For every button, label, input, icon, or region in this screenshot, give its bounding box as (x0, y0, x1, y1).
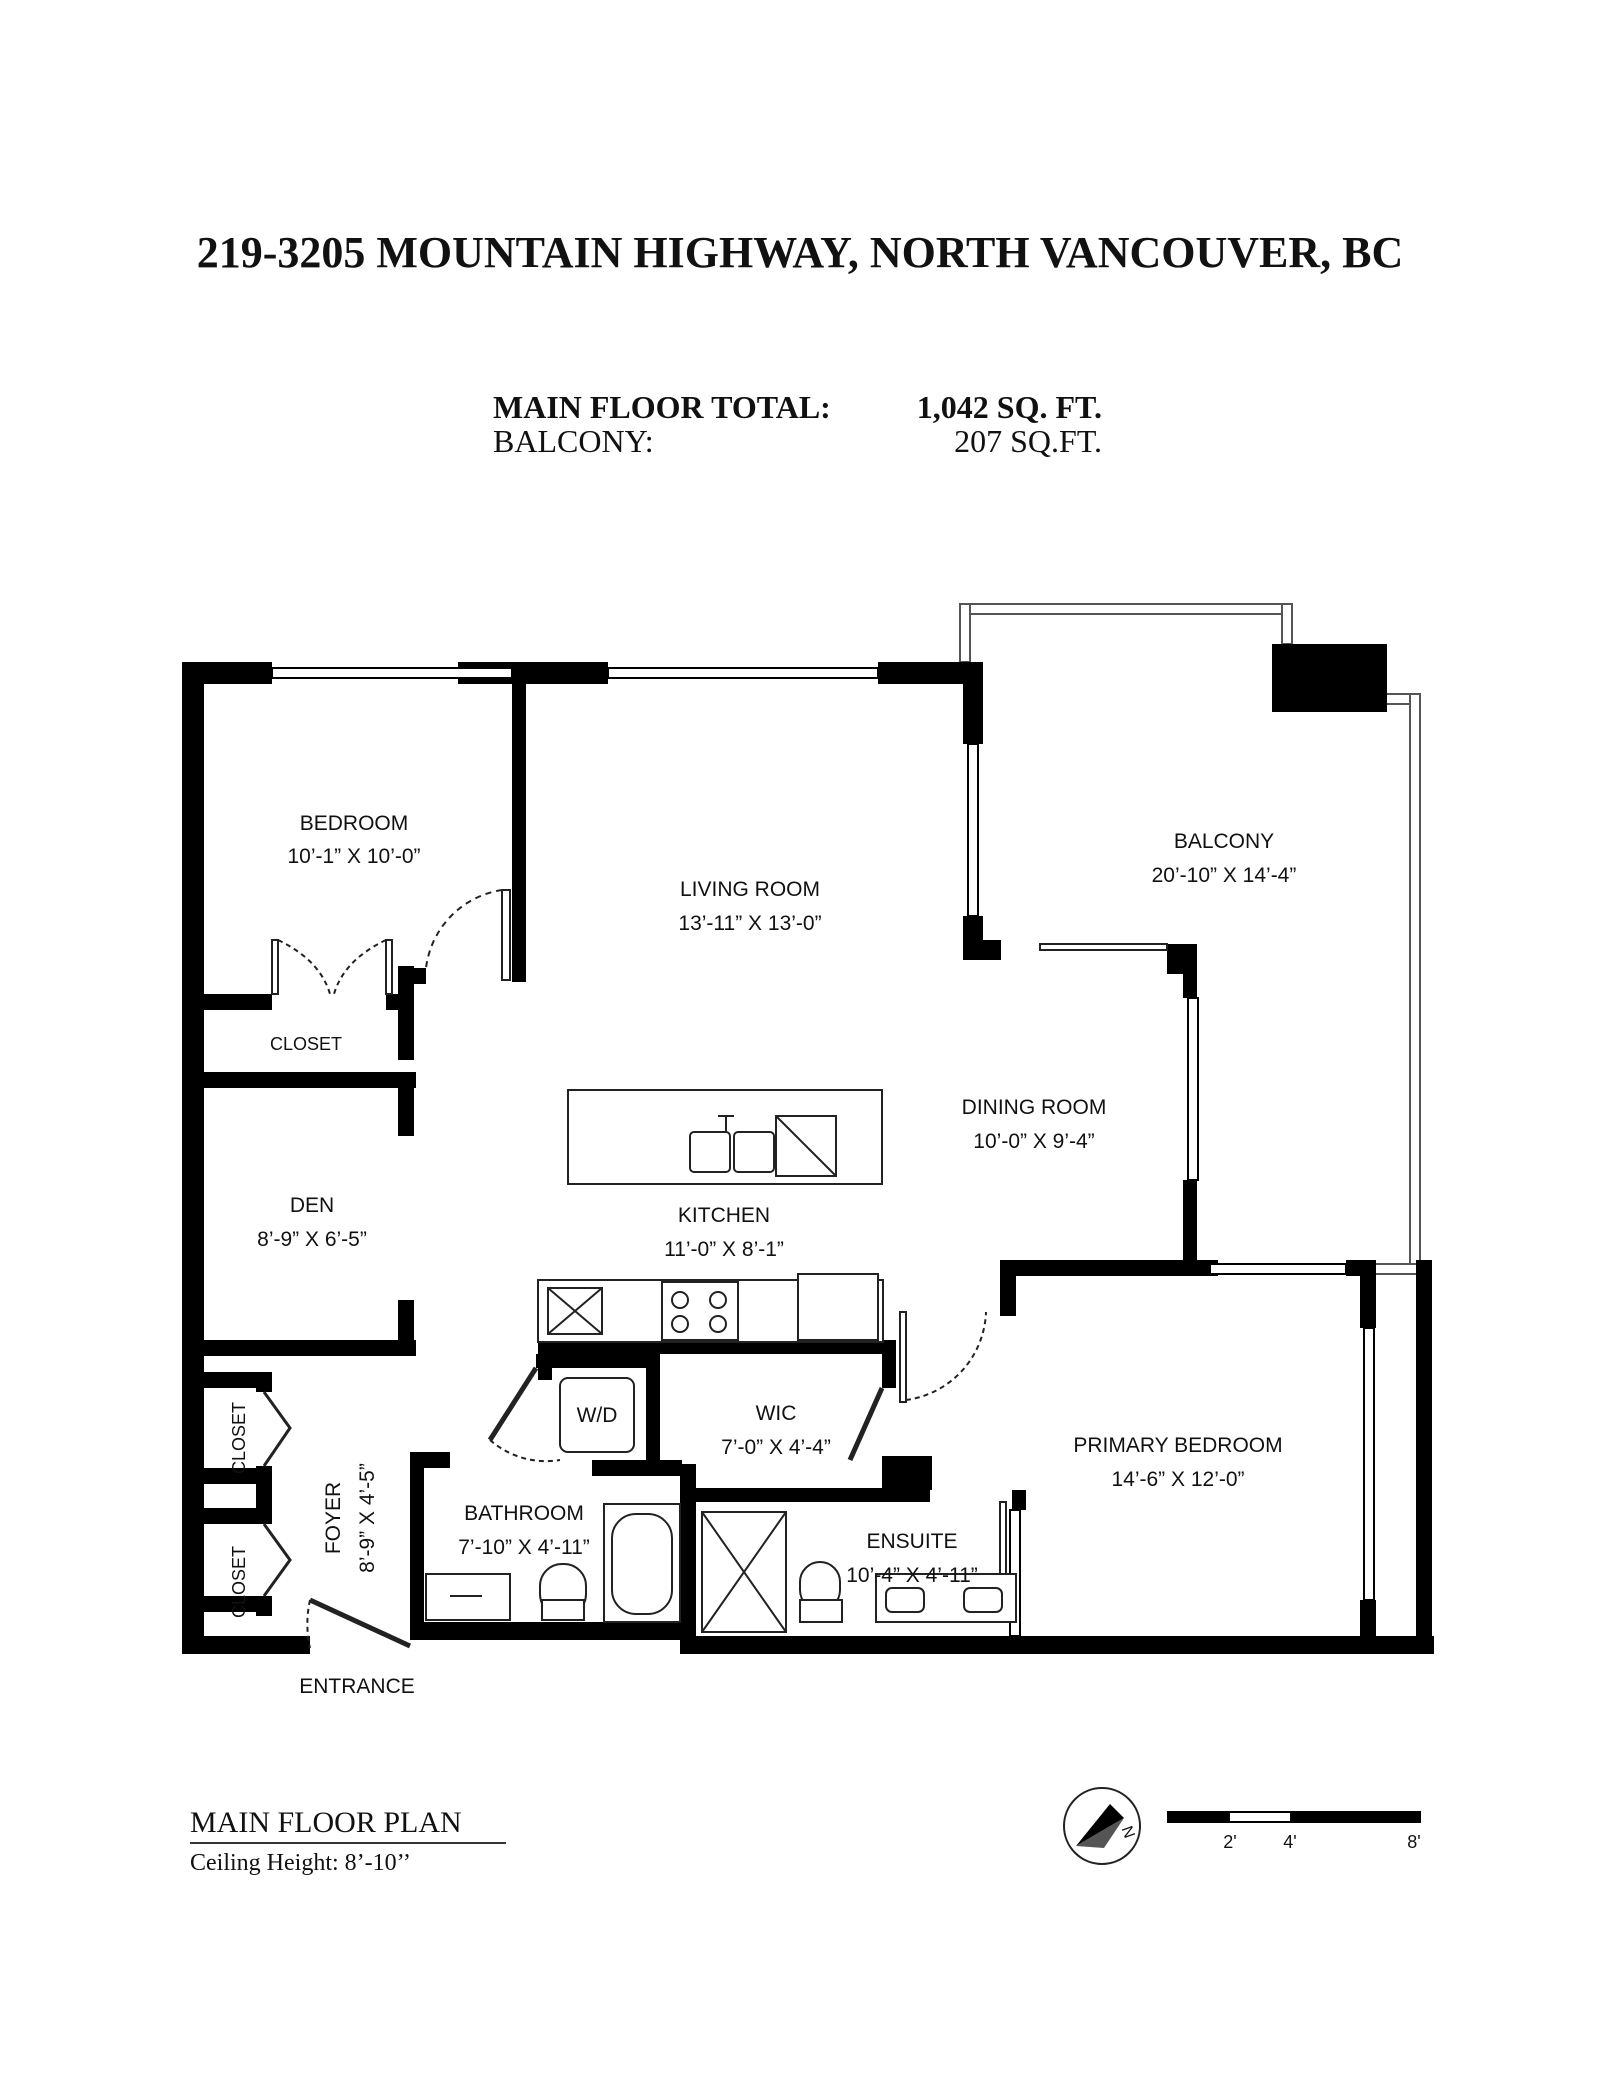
primary-bedroom-name: PRIMARY BEDROOM (1073, 1434, 1283, 1457)
balcony-column (1272, 644, 1387, 712)
bedroom-dim: 10’-1” X 10’-0” (287, 845, 421, 868)
balcony-area-label: BALCONY: (493, 423, 654, 459)
compass-north-letter: N (1117, 1823, 1138, 1841)
plan-title: MAIN FLOOR PLAN (190, 1806, 462, 1839)
bathroom-name: BATHROOM (464, 1502, 584, 1525)
dining-room-name: DINING ROOM (961, 1096, 1107, 1119)
den-dim: 8’-9” X 6’-5” (257, 1228, 367, 1251)
scale-label-8: 8' (1407, 1832, 1421, 1852)
scale-label-4: 4' (1283, 1832, 1297, 1852)
north-compass-icon (1064, 1788, 1140, 1864)
main-floor-total-value: 1,042 SQ. FT. (916, 389, 1102, 425)
bathroom-dim: 7’-10” X 4’-11” (458, 1536, 590, 1559)
kitchen-dim: 11’-0” X 8’-1” (664, 1238, 784, 1261)
balcony-area-value: 207 SQ.FT. (954, 423, 1102, 459)
foyer-name: FOYER (322, 1481, 345, 1555)
washer-dryer-label: W/D (576, 1404, 618, 1427)
ensuite-name: ENSUITE (866, 1530, 958, 1553)
wic-dim: 7’-0” X 4’-4” (721, 1436, 831, 1459)
balcony-dim: 20’-10” X 14’-4” (1151, 864, 1297, 887)
foyer-closet-upper-name: CLOSET (229, 1401, 249, 1475)
living-room-dim: 13’-11” X 13’-0” (678, 912, 822, 935)
entrance-label: ENTRANCE (299, 1675, 415, 1698)
primary-bedroom-dim: 14’-6” X 12’-0” (1111, 1468, 1245, 1491)
dining-room-dim: 10’-0” X 9’-4” (973, 1130, 1095, 1153)
plan-title-underline (190, 1842, 506, 1844)
foyer-dim: 8’-9” X 4’-5” (356, 1463, 379, 1573)
den-name: DEN (289, 1194, 335, 1217)
scale-label-2: 2' (1223, 1832, 1237, 1852)
ensuite-dim: 10’-4” X 4’-11” (846, 1564, 978, 1587)
main-floor-total-label: MAIN FLOOR TOTAL: (493, 389, 831, 425)
kitchen-name: KITCHEN (677, 1204, 771, 1227)
balcony-name: BALCONY (1173, 830, 1275, 853)
address-title: 219-3205 MOUNTAIN HIGHWAY, NORTH VANCOUVER, BC (196, 228, 1404, 277)
bedroom-name: BEDROOM (299, 812, 409, 835)
foyer-closet-lower-name: CLOSET (229, 1545, 249, 1619)
wic-name: WIC (755, 1402, 797, 1425)
living-room-name: LIVING ROOM (679, 878, 821, 901)
ceiling-height: Ceiling Height: 8’-10’’ (190, 1850, 411, 1876)
bedroom-closet-name: CLOSET (269, 1034, 343, 1054)
